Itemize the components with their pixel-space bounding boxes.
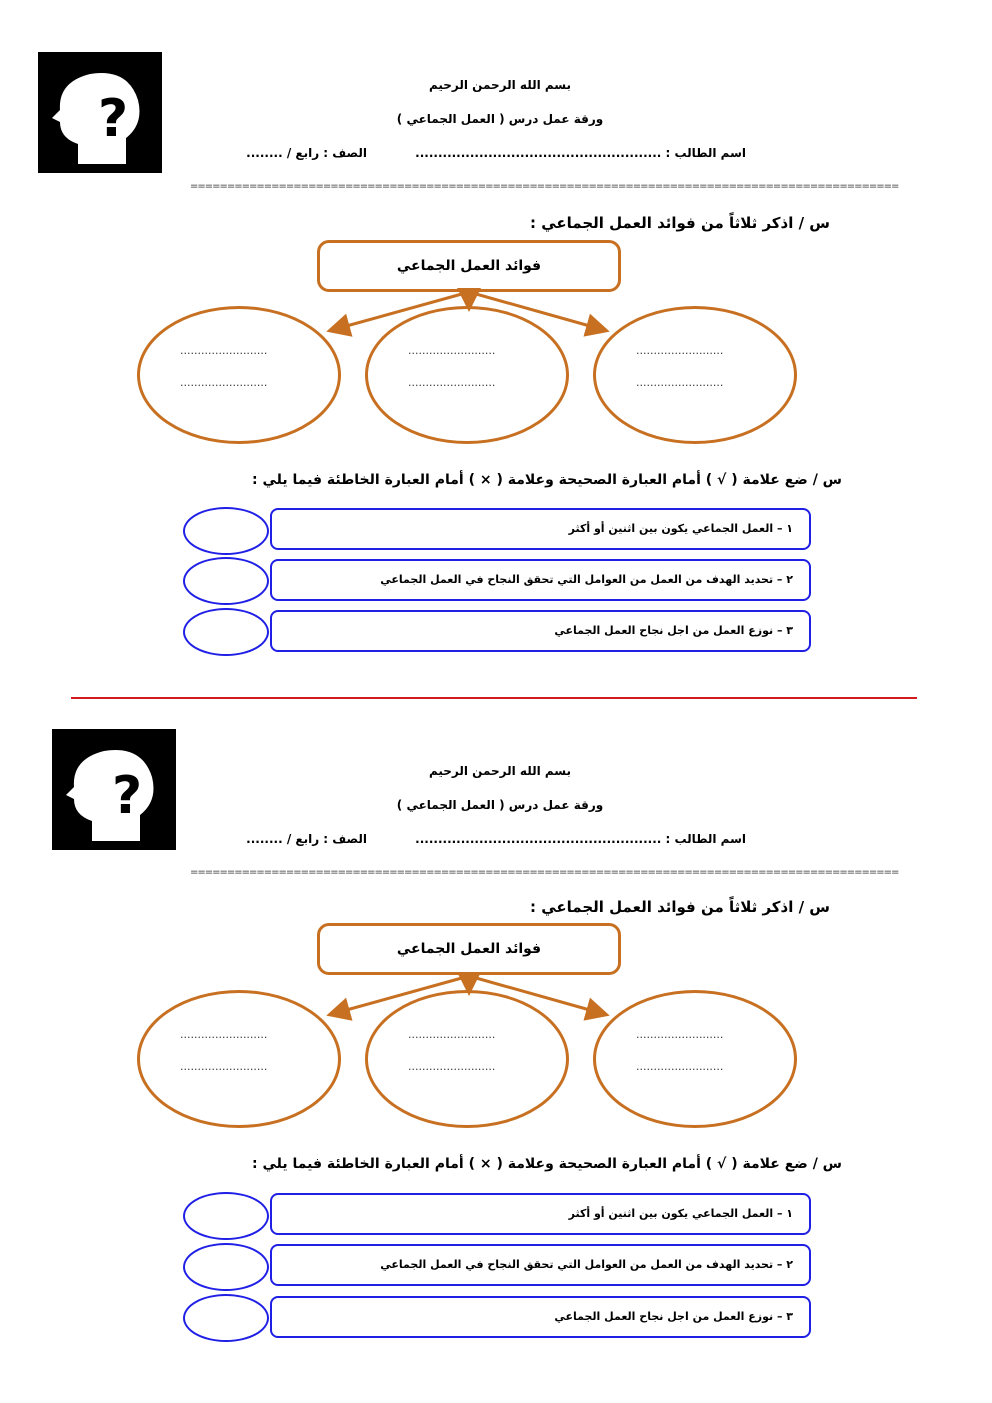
separator: ================================================================================================ — [190, 867, 899, 878]
benefit-ellipse-2[interactable] — [365, 990, 569, 1128]
answer-circle-1[interactable] — [183, 507, 269, 555]
worksheet-top — [0, 0, 992, 680]
question-1: س / اذكر ثلاثاً من فوائد العمل الجماعي : — [530, 214, 830, 232]
benefit-ellipse-2[interactable] — [365, 306, 569, 444]
grade-field: الصف : رابع / ........ — [246, 832, 367, 846]
worksheet-title: ورقة عمل درس ( العمل الجماعي ) — [396, 112, 604, 126]
statement-3: ٣ – نوزع العمل من اجل نجاح العمل الجماعي — [270, 610, 811, 652]
benefit-ellipse-1[interactable] — [137, 990, 341, 1128]
statement-2: ٢ – تحديد الهدف من العمل من العوامل التي تحقق النجاح في العمل الجماعي — [270, 559, 811, 601]
answer-line[interactable]: ......................... — [636, 376, 724, 389]
answer-circle-3[interactable] — [183, 1294, 269, 1342]
benefits-title-box: فوائد العمل الجماعي — [317, 923, 621, 975]
answer-circle-3[interactable] — [183, 608, 269, 656]
question-2: س / ضع علامة ( √ ) أمام العبارة الصحيحة وعلامة ( × ) أمام العبارة الخاطئة فيما يلي : — [252, 1156, 842, 1172]
answer-line[interactable]: ......................... — [180, 344, 268, 357]
svg-text:?: ? — [98, 89, 129, 149]
answer-circle-1[interactable] — [183, 1192, 269, 1240]
svg-text:?: ? — [112, 766, 143, 826]
answer-line[interactable]: ......................... — [408, 376, 496, 389]
student-name-field: اسم الطالب : ...................................................... — [415, 832, 746, 846]
question-1: س / اذكر ثلاثاً من فوائد العمل الجماعي : — [530, 898, 830, 916]
answer-line[interactable]: ......................... — [636, 1028, 724, 1041]
basmala: بسم الله الرحمن الرحيم — [428, 78, 572, 92]
separator: ================================================================================================ — [190, 181, 899, 192]
statement-3: ٣ – نوزع العمل من اجل نجاح العمل الجماعي — [270, 1296, 811, 1338]
answer-line[interactable]: ......................... — [180, 376, 268, 389]
answer-line[interactable]: ......................... — [408, 1028, 496, 1041]
answer-circle-2[interactable] — [183, 557, 269, 605]
answer-line[interactable]: ......................... — [408, 1060, 496, 1073]
answer-circle-2[interactable] — [183, 1243, 269, 1291]
benefit-ellipse-3[interactable] — [593, 990, 797, 1128]
answer-line[interactable]: ......................... — [636, 344, 724, 357]
student-name-field: اسم الطالب : ...................................................... — [415, 146, 746, 160]
statement-1: ١ – العمل الجماعي يكون بين اثنين أو أكثر — [270, 1193, 811, 1235]
answer-line[interactable]: ......................... — [180, 1060, 268, 1073]
answer-line[interactable]: ......................... — [180, 1028, 268, 1041]
question-head-icon — [52, 729, 176, 850]
benefits-title-box: فوائد العمل الجماعي — [317, 240, 621, 292]
question-head-icon — [38, 52, 162, 173]
benefit-ellipse-1[interactable] — [137, 306, 341, 444]
answer-line[interactable]: ......................... — [636, 1060, 724, 1073]
worksheet-title: ورقة عمل درس ( العمل الجماعي ) — [396, 798, 604, 812]
grade-field: الصف : رابع / ........ — [246, 146, 367, 160]
question-2: س / ضع علامة ( √ ) أمام العبارة الصحيحة وعلامة ( × ) أمام العبارة الخاطئة فيما يلي : — [252, 472, 842, 488]
benefit-ellipse-3[interactable] — [593, 306, 797, 444]
answer-line[interactable]: ......................... — [408, 344, 496, 357]
statement-1: ١ – العمل الجماعي يكون بين اثنين أو أكثر — [270, 508, 811, 550]
worksheet-bottom — [0, 686, 992, 1366]
statement-2: ٢ – تحديد الهدف من العمل من العوامل التي تحقق النجاح في العمل الجماعي — [270, 1244, 811, 1286]
basmala: بسم الله الرحمن الرحيم — [428, 764, 572, 778]
